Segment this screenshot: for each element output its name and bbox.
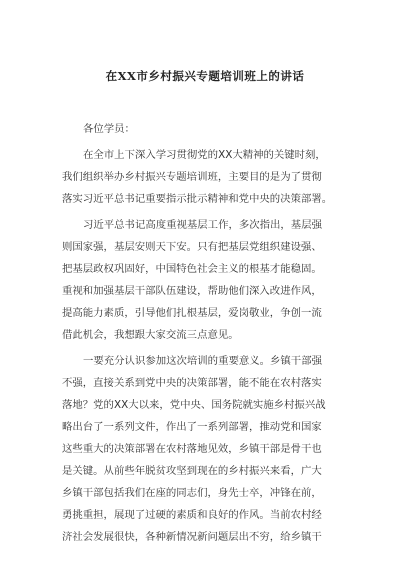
text-line: 借此机会，我想跟大家交流三点意见。 xyxy=(62,329,239,341)
text-line: 习近平总书记高度重视基层工作，多次指出，基层强 xyxy=(83,219,322,231)
text-line: 济社会发展很快，各种新情况新问题层出不穷，给乡镇干 xyxy=(62,531,322,543)
text-line: 则国家强，基层安则天下安。只有把基层党组织建设强、 xyxy=(62,241,322,253)
text-line: 乡镇干部包括我们在座的同志们，身先士卒，冲锋在前， xyxy=(62,487,322,499)
text-line: 勇挑重担，展现了过硬的素质和良好的作风。当前农村经 xyxy=(62,509,322,521)
paragraph-1 xyxy=(62,144,358,210)
text-line: 我们组织举办乡村振兴专题培训班，主要目的是为了贯彻 xyxy=(62,171,322,183)
paragraph-2 xyxy=(62,214,358,346)
paragraph-3 xyxy=(62,350,358,548)
text-line: 不强，直接关系到党中央的决策部署，能不能在农村落实 xyxy=(62,377,322,389)
text-line: 一要充分认识参加这次培训的重要意义。乡镇干部强 xyxy=(83,355,322,367)
text-line: 是关键。从前些年脱贫攻坚到现在的乡村振兴来看，广大 xyxy=(62,465,322,477)
text-line: 略出台了一系列文件，作出了一系列部署，推动党和国家 xyxy=(62,421,322,433)
text-line: 落实习近平总书记重要指示批示精神和党中央的决策部署。 xyxy=(62,193,333,205)
text-line: 提高能力素质，引导他们扎根基层，爱岗敬业，争创一流 xyxy=(62,307,322,319)
text-line: 落地？党的XX大以来，党中央、国务院就实施乡村振兴战 xyxy=(62,399,326,411)
document-body xyxy=(62,118,358,548)
text-line: 重视和加强基层干部队伍建设，帮助他们深入改进作风， xyxy=(62,285,322,297)
text-line: 把基层政权巩固好，中国特色社会主义的根基才能稳固。 xyxy=(62,263,322,275)
document-title: 在XX市乡村振兴专题培训班上的讲话 xyxy=(105,69,305,83)
text-line: 这些重大的决策部署在农村落地见效，乡镇干部是骨干也 xyxy=(62,443,322,455)
text-line: 在全市上下深入学习贯彻党的XX大精神的关键时刻， xyxy=(83,149,326,161)
salutation: 各位学员： xyxy=(83,123,135,135)
